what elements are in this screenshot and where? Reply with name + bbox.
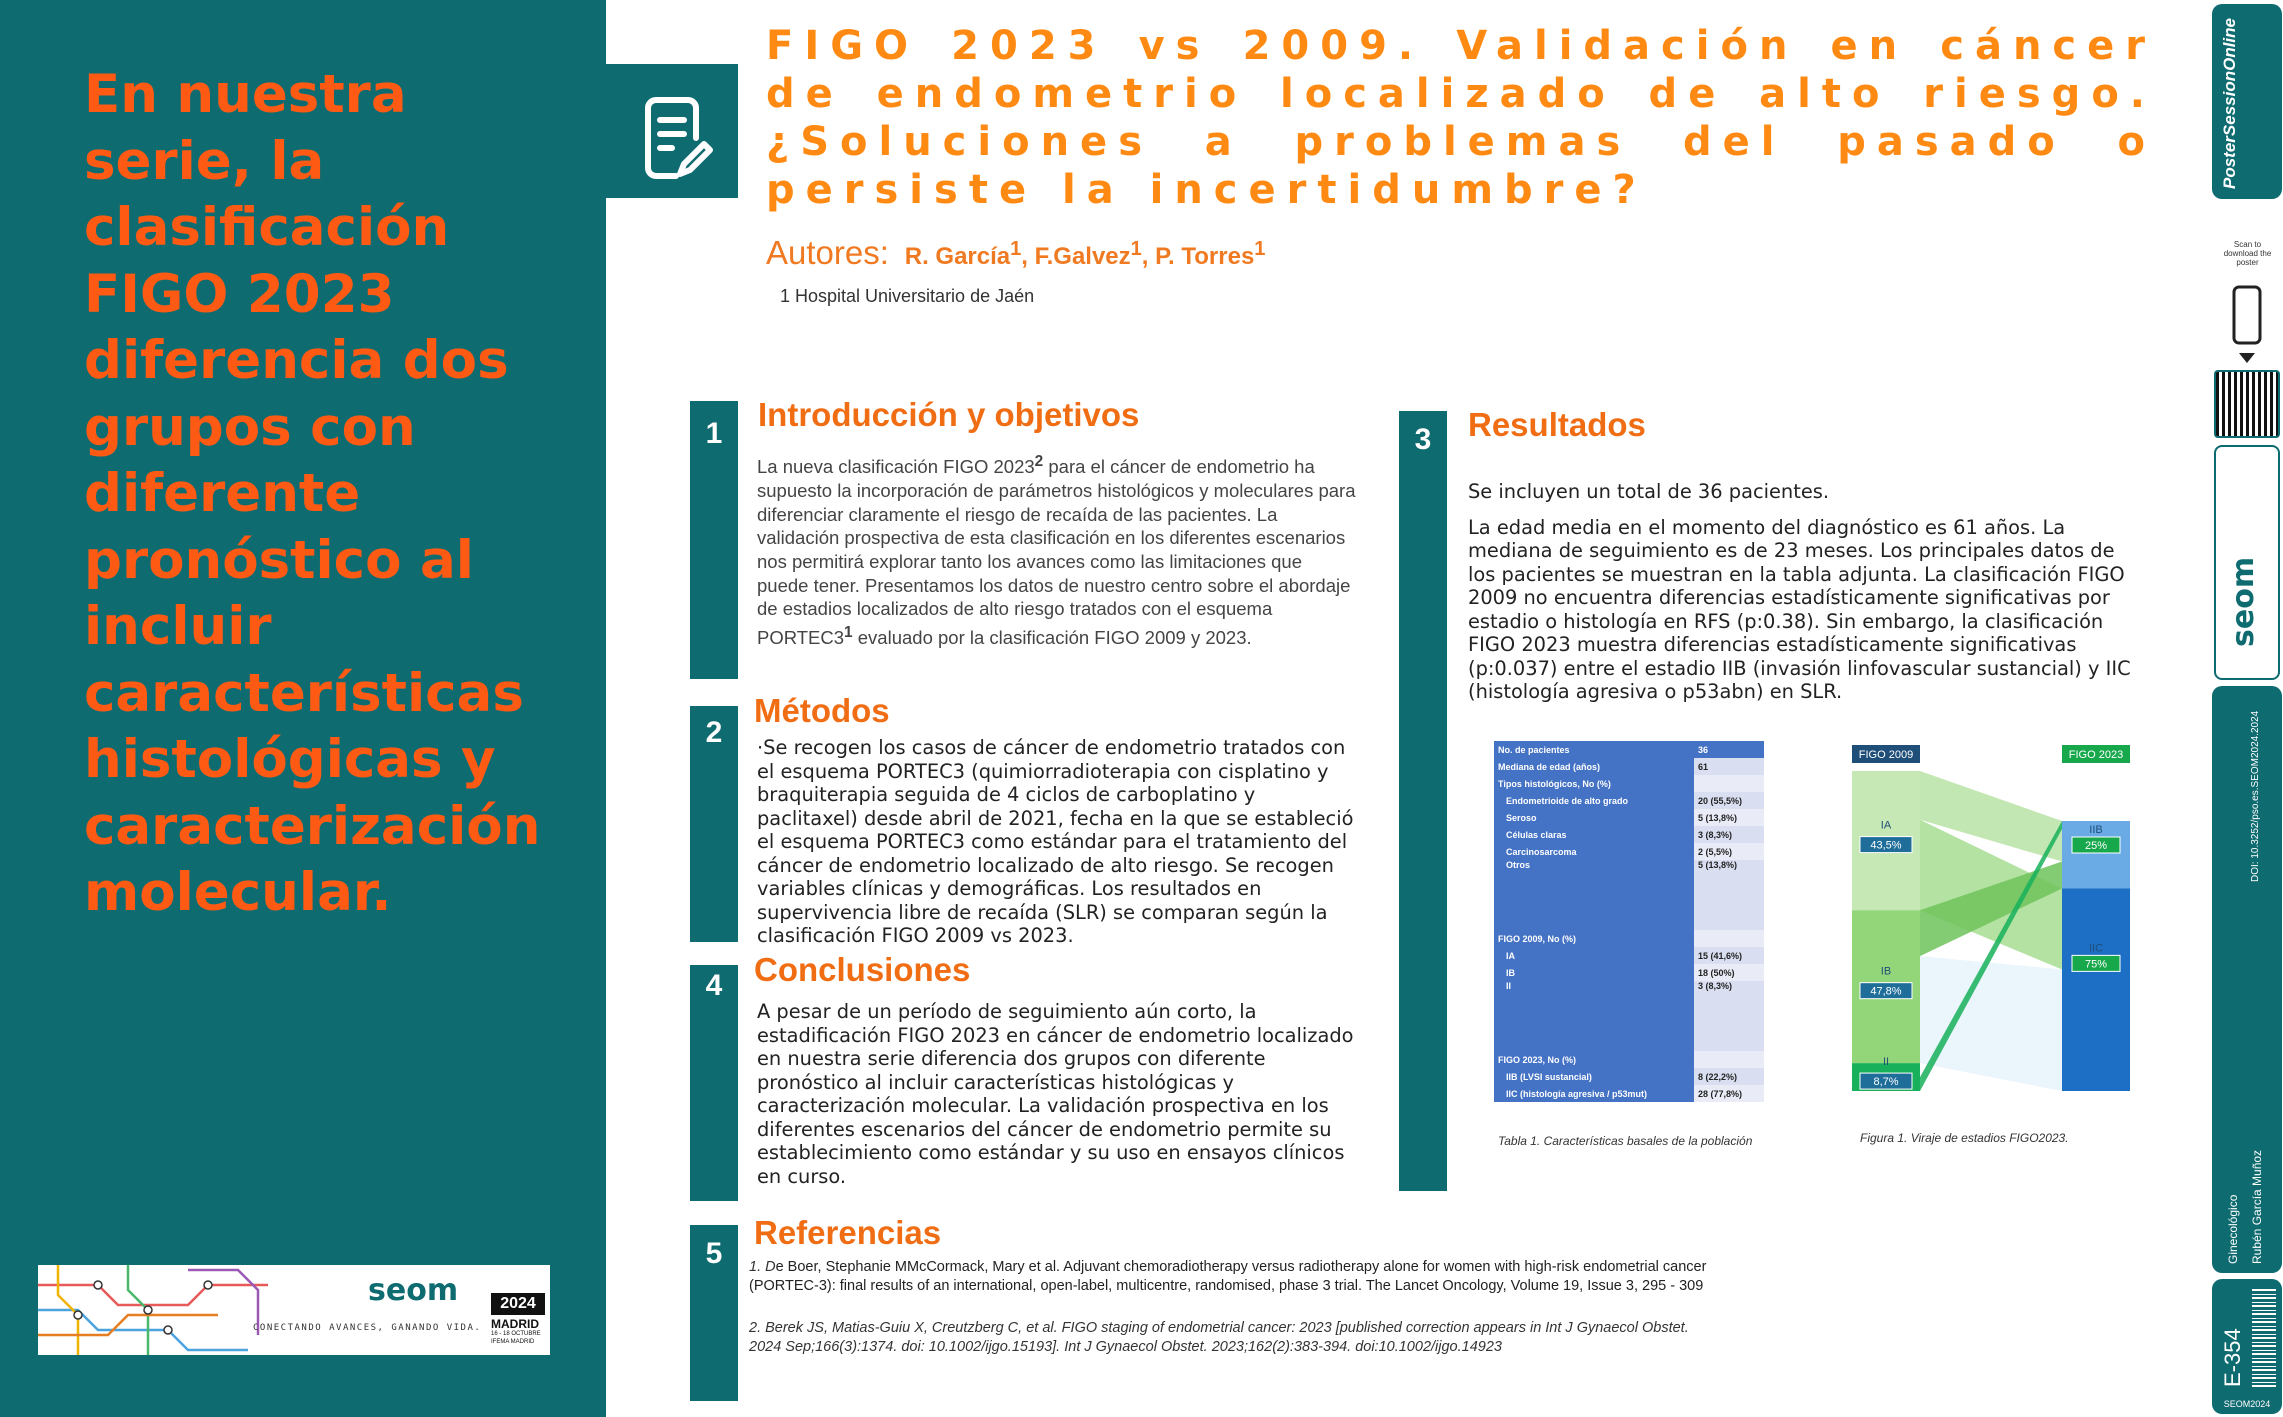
authors-line: [766, 234, 1265, 272]
table-cell-value: [1694, 930, 1764, 947]
header-figo-2009-label: FIGO 2009: [1858, 749, 1914, 761]
poster-title: FIGO 2023 vs 2009. Validación en cáncer de endometrio localizado de alto riesgo. ¿Soluciones a problemas del pasado o persiste la incertidumbre?: [766, 23, 2156, 213]
sankey-source-value-ib: 47,8%: [1870, 985, 1902, 998]
banner-tagline: CONECTANDO AVANCES, GANANDO VIDA.: [253, 1323, 482, 1333]
table-row: [1494, 930, 1764, 947]
pso-logo-block: [2212, 4, 2282, 199]
table-row: [1494, 741, 1764, 758]
pso-brand: PosterSessionOnline: [2220, 18, 2239, 189]
table-cell-value: 18 (50%): [1694, 964, 1764, 981]
section-2-number: 2: [705, 716, 723, 749]
scan-text: Scan to download the poster: [2223, 240, 2272, 267]
reference-1-number: 1. D: [749, 1259, 776, 1275]
poster-code: E-354: [2220, 1328, 2245, 1387]
section-1-number: 1: [705, 417, 723, 450]
code-block: [2212, 1279, 2282, 1414]
table-cell-label: No. de pacientes: [1494, 741, 1694, 758]
seom-banner: [38, 1265, 550, 1355]
author-3-sup: 1: [1254, 238, 1266, 260]
table-row: [1494, 1068, 1764, 1085]
section-4-bar: [690, 965, 738, 1201]
section-1-body: [757, 450, 1357, 650]
table-cell-label: Seroso: [1494, 809, 1694, 826]
left-panel: [0, 0, 606, 1417]
doi-text: DOI: 10.3252/pso.es.SEOM2024.2024: [2250, 710, 2261, 882]
event-code: SEOM2024: [2223, 1399, 2271, 1409]
table-baseline: [1494, 741, 1764, 1102]
section-5-bar: [690, 1225, 738, 1401]
author-names: R. García$^1$, F.Galvez$^1$, P. Torres$^1$: [904, 238, 1266, 270]
table-row: [1494, 843, 1764, 860]
intro-sup-b: 1: [844, 624, 853, 642]
key-message: En nuestra serie, la clasificación FIGO 2023 diferencia dos grupos con diferente pronóstico al incluir características histológicas y caracterización molecular.: [84, 64, 541, 923]
table-cell-value: 5 (13,8%): [1694, 860, 1764, 930]
table-row: [1494, 758, 1764, 775]
banner-dates: 16 - 18 OCTUBRE: [491, 1331, 541, 1337]
section-1-title: Introducción y objetivos: [758, 396, 1140, 433]
section-2-body: ·Se recogen los casos de cáncer de endometrio tratados con el esquema PORTEC3 (quimiorradioterapia con cisplatino y braquiterapia seguida de 4 ciclos de carboplatino y paclitaxel) desde abril de 2021, fecha en la que se estableció el esquema PORTEC3 como estándar para el tratamiento del cáncer de endometrio localizado de alto riesgo. Se recogen variables clínicas y demográficas. Los resultados en supervivencia libre de recaída (SLR) se comparan según la clasificación FIGO 2009 vs 2023.: [757, 736, 1354, 947]
table-cell-value: 2 (5,5%): [1694, 843, 1764, 860]
table-cell-value: 5 (13,8%): [1694, 809, 1764, 826]
table-cell-value: 3 (8,3%): [1694, 981, 1764, 1051]
qr-code: [2214, 370, 2280, 438]
table-row: [1494, 981, 1764, 1051]
section-2-bar: [690, 706, 738, 942]
author-sidebar-text: Rubén García Muñoz: [2250, 1149, 2264, 1264]
table-row: [1494, 1085, 1764, 1102]
banner-venue: IFEMA MADRID: [491, 1339, 535, 1345]
section-3-bar: [1399, 411, 1447, 1191]
table-cell-label: II: [1494, 981, 1694, 1051]
sankey-target-value-iic: 75%: [2084, 958, 2108, 971]
right-sidebar: [2210, 0, 2283, 1417]
table-cell-value: 8 (22,2%): [1694, 1068, 1764, 1085]
sankey-source-name-ib: IB: [1880, 965, 1892, 978]
section-3-body: [1468, 480, 2134, 704]
banner-year: 2024: [491, 1293, 545, 1315]
sankey-chart: [1852, 743, 2132, 1118]
table-row: [1494, 809, 1764, 826]
table-cell-label: FIGO 2009, No (%): [1494, 930, 1694, 947]
table-cell-label: Células claras: [1494, 826, 1694, 843]
table-row: [1494, 964, 1764, 981]
table-cell-label: IIC (histología agresiva / p53mut): [1494, 1085, 1694, 1102]
author-1: R. García: [904, 243, 1011, 270]
intro-sup-a: 2: [1034, 453, 1044, 470]
reference-2: 2. Berek JS, Matias-Guiu X, Creutzberg C, et al. FIGO staging of endometrial cancer: 2023 [published correction appears in Int J Gynaecol Obstet. 2024 Sep;166(3):1374. doi: 10.1002/ijgo.15193]. Int J Gynaecol Obstet. 2023;162(2):383-394. doi:10.1002/ijgo.14923: [749, 1320, 1689, 1355]
barcode: [2252, 1287, 2276, 1387]
table-cell-value: 20 (55,5%): [1694, 792, 1764, 809]
authors-colon: :: [879, 234, 889, 271]
section-2-title: Métodos: [754, 692, 890, 729]
authors-label: Autores: [766, 234, 880, 271]
sankey-target-name-iic: IIC: [2088, 942, 2104, 955]
sankey-target-value-iib: 25%: [2084, 840, 2108, 852]
table-cell-label: IA: [1494, 947, 1694, 964]
intro-text-a: La nueva clasificación FIGO 2023: [757, 456, 1035, 478]
table-cell-value: 15 (41,6%): [1694, 947, 1764, 964]
section-3-title: Resultados: [1468, 406, 1646, 443]
metro-map-graphic: [38, 1265, 550, 1355]
sankey-source-name-ii: II: [1882, 1056, 1890, 1069]
document-edit-icon: [606, 64, 738, 198]
table-cell-label: IB: [1494, 964, 1694, 981]
table-cell-label: Endometrioide de alto grado: [1494, 792, 1694, 809]
table-cell-label: Carcinosarcoma: [1494, 843, 1694, 860]
sankey-target-name-iib: IIB: [2089, 824, 2103, 836]
intro-text-b: para el cáncer de endometrio ha supuesto la incorporación de parámetros histológicos y moleculares para diferenciar claramente el riesgo de recaída de las pacientes. La validación prospectiva de esta clasificación en los diferentes escenarios nos permitirá explorar tanto los avances como las limitaciones que puede tener. Presentamos los datos de nuestro centro sobre el abordaje de estadios localizados de alto riesgo tratados con el esquema PORTEC3: [757, 456, 1356, 649]
table-row: [1494, 860, 1764, 930]
sankey-flow-ib-iic: [1920, 956, 2062, 1091]
table-cell-label: Tipos histológicos, No (%): [1494, 775, 1694, 792]
phone-icon: [2231, 285, 2263, 367]
table-row: [1494, 1051, 1764, 1068]
table-cell-value: 28 (77,8%): [1694, 1085, 1764, 1102]
author-3: P. Torres: [1155, 243, 1255, 270]
table-row: [1494, 792, 1764, 809]
metadata-block: [2212, 686, 2282, 1273]
table-cell-label: Mediana de edad (años): [1494, 758, 1694, 775]
table-cell-value: [1694, 1051, 1764, 1068]
seom-logo: seom: [368, 1273, 459, 1308]
section-3-number: 3: [1414, 423, 1432, 456]
intro-text-c: evaluado por la clasificación FIGO 2009 y 2023.: [852, 627, 1252, 649]
reference-1: [749, 1258, 1709, 1295]
title-tab: [606, 64, 738, 198]
section-4-body: A pesar de un período de seguimiento aún corto, la estadificación FIGO 2023 en cáncer de endometrio localizado en nuestra serie diferencia dos grupos con diferente pronóstico al incluir características histológicas y caracterización molecular. La validación prospectiva en los diferentes escenarios del cáncer de endometrio permite su establecimiento como estándar y su uso en ensayos clínicos en curso.: [757, 1000, 1354, 1188]
banner-city: MADRID: [491, 1317, 539, 1331]
section-5-title: Referencias: [754, 1214, 942, 1251]
affiliation: 1 Hospital Universitario de Jaén: [780, 286, 1035, 306]
author-2: F.Galvez: [1034, 243, 1131, 270]
table-row: [1494, 947, 1764, 964]
seom-sidebar-logo: [2214, 445, 2280, 680]
table-cell-value: 36: [1694, 741, 1764, 758]
sankey-source-name-ia: IA: [1880, 819, 1892, 832]
references-list: [749, 1258, 1709, 1380]
reference-1-text: e Boer, Stephanie MMcCormack, Mary et al. Adjuvant chemoradiotherapy versus radiotherapy alone for women with high-risk endometrial cancer (PORTEC-3): final results of an international, open-label, multicentre, randomised, phase 3 trial. The Lancet Oncology, Volume 19, Issue 3, 295 - 309: [749, 1259, 1707, 1294]
table-row: [1494, 775, 1764, 792]
author-2-sup: 1: [1130, 238, 1142, 260]
sankey-node-iic: [2062, 889, 2130, 1092]
table-cell-label: Otros: [1494, 860, 1694, 930]
sankey-source-value-ii: 8,7%: [1873, 1076, 1899, 1089]
category-text: Ginecológico: [2226, 1194, 2240, 1264]
table-cell-value: 61: [1694, 758, 1764, 775]
section-1-bar: [690, 401, 738, 679]
sankey-source-value-ia: 43,5%: [1870, 839, 1902, 852]
figure-caption: Figura 1. Viraje de estadios FIGO2023.: [1860, 1131, 2069, 1145]
table-cell-label: IIB (LVSI sustancial): [1494, 1068, 1694, 1085]
results-p2: La edad media en el momento del diagnóstico es 61 años. La mediana de seguimiento es de 23 meses. Los principales datos de los pacientes se muestran en la tabla adjunta. La clasificación FIGO 2009 no encuentra diferencias estadísticamente significativas por estadio o histología en RFS (p:0.38). Sin embargo, la clasificación FIGO 2023 muestra diferencias estadísticamente significativas (p:0.037) entre el estadio IIB (invasión linfovascular sustancial) y IIC (histología agresiva o p53abn) en SLR.: [1468, 515, 2131, 703]
author-1-sup: 1: [1010, 238, 1022, 260]
results-p1: Se incluyen un total de 36 pacientes.: [1468, 480, 1830, 503]
section-4-title: Conclusiones: [754, 951, 971, 988]
section-5-number: 5: [705, 1237, 723, 1270]
seom-sidebar-brand: seom: [2226, 556, 2261, 647]
table-cell-value: 3 (8,3%): [1694, 826, 1764, 843]
table-cell-value: [1694, 775, 1764, 792]
table-caption: Tabla 1. Características basales de la población: [1498, 1134, 1753, 1148]
table-row: [1494, 826, 1764, 843]
header-figo-2023-label: FIGO 2023: [2068, 749, 2124, 761]
table-cell-label: FIGO 2023, No (%): [1494, 1051, 1694, 1068]
section-4-number: 4: [705, 969, 723, 1002]
